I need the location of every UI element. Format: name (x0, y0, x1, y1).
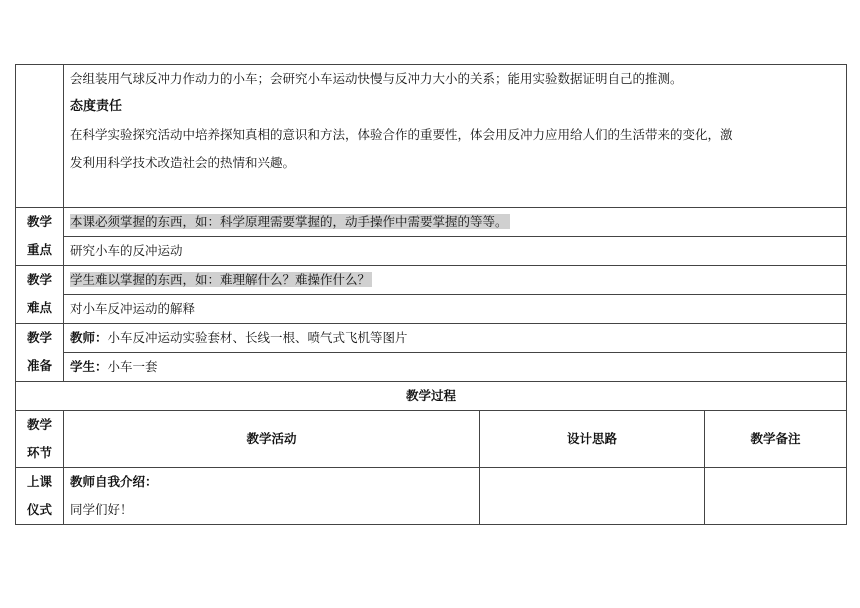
lesson-plan-document (15, 64, 846, 525)
key-points-content-cell (64, 237, 847, 266)
col-activity-header: 教学活动 (64, 411, 480, 468)
objectives-skill-text: 会组装用气球反冲力作动力的小车；会研究小车运动快慢与反冲力大小的关系；能用实验数据证明自己的推测。 (70, 71, 683, 86)
stage-opening-notes (705, 468, 847, 525)
col-notes-header: 教学备注 (705, 411, 847, 468)
difficulties-content-row (16, 295, 847, 324)
key-points-content-row (16, 237, 847, 266)
col-stage-header: 教学 环节 (16, 411, 64, 468)
lesson-plan-table (15, 64, 847, 525)
student-items: 小车一套 (107, 359, 158, 374)
key-points-content: 研究小车的反冲运动 (70, 243, 183, 258)
objectives-row (16, 65, 847, 208)
stage-opening-activity (64, 468, 480, 525)
attitude-text-line-2: 发利用科学技术改造社会的热情和兴趣。 (70, 155, 296, 170)
preparation-teacher-row (16, 324, 847, 353)
activity-heading: 教师自我介绍： (70, 474, 158, 489)
key-points-hint-row (16, 208, 847, 237)
difficulties-hint: 学生难以掌握的东西，如：难理解什么？难操作什么？ (70, 272, 371, 287)
key-points-hint-cell (64, 208, 847, 237)
difficulties-content-cell (64, 295, 847, 324)
stage-opening-design (480, 468, 705, 525)
preparation-student-cell (64, 353, 847, 382)
attitude-heading: 态度责任 (70, 99, 123, 114)
teacher-items: 小车反冲运动实验套材、长线一根、喷气式飞机等图片 (107, 330, 408, 345)
attitude-text-line-1: 在科学实验探究活动中培养探知真相的意识和方法，体验合作的重要性，体会用反冲力应用给人们的生活带来的变化，激 (70, 127, 733, 142)
stage-opening-label: 上课 仪式 (16, 468, 64, 525)
student-label: 学生： (70, 359, 108, 374)
process-title: 教学过程 (16, 382, 847, 411)
preparation-label: 教学 准备 (16, 324, 64, 382)
difficulties-content: 对小车反冲运动的解释 (70, 301, 196, 316)
objectives-content-cell (64, 65, 847, 208)
activity-greeting: 同学们好！ (70, 502, 133, 517)
preparation-teacher-cell (64, 324, 847, 353)
key-points-hint: 本课必须掌握的东西，如：科学原理需要掌握的，动手操作中需要掌握的等等。 (70, 214, 508, 229)
process-title-row (16, 382, 847, 411)
key-points-label: 教学 重点 (16, 208, 64, 266)
col-design-header: 设计思路 (480, 411, 705, 468)
process-header-row (16, 411, 847, 468)
teacher-label: 教师： (70, 330, 108, 345)
difficulties-label: 教学 难点 (16, 266, 64, 324)
preparation-student-row (16, 353, 847, 382)
difficulties-hint-row (16, 266, 847, 295)
objectives-label-cell (16, 65, 64, 208)
stage-opening-row (16, 468, 847, 525)
difficulties-hint-cell (64, 266, 847, 295)
